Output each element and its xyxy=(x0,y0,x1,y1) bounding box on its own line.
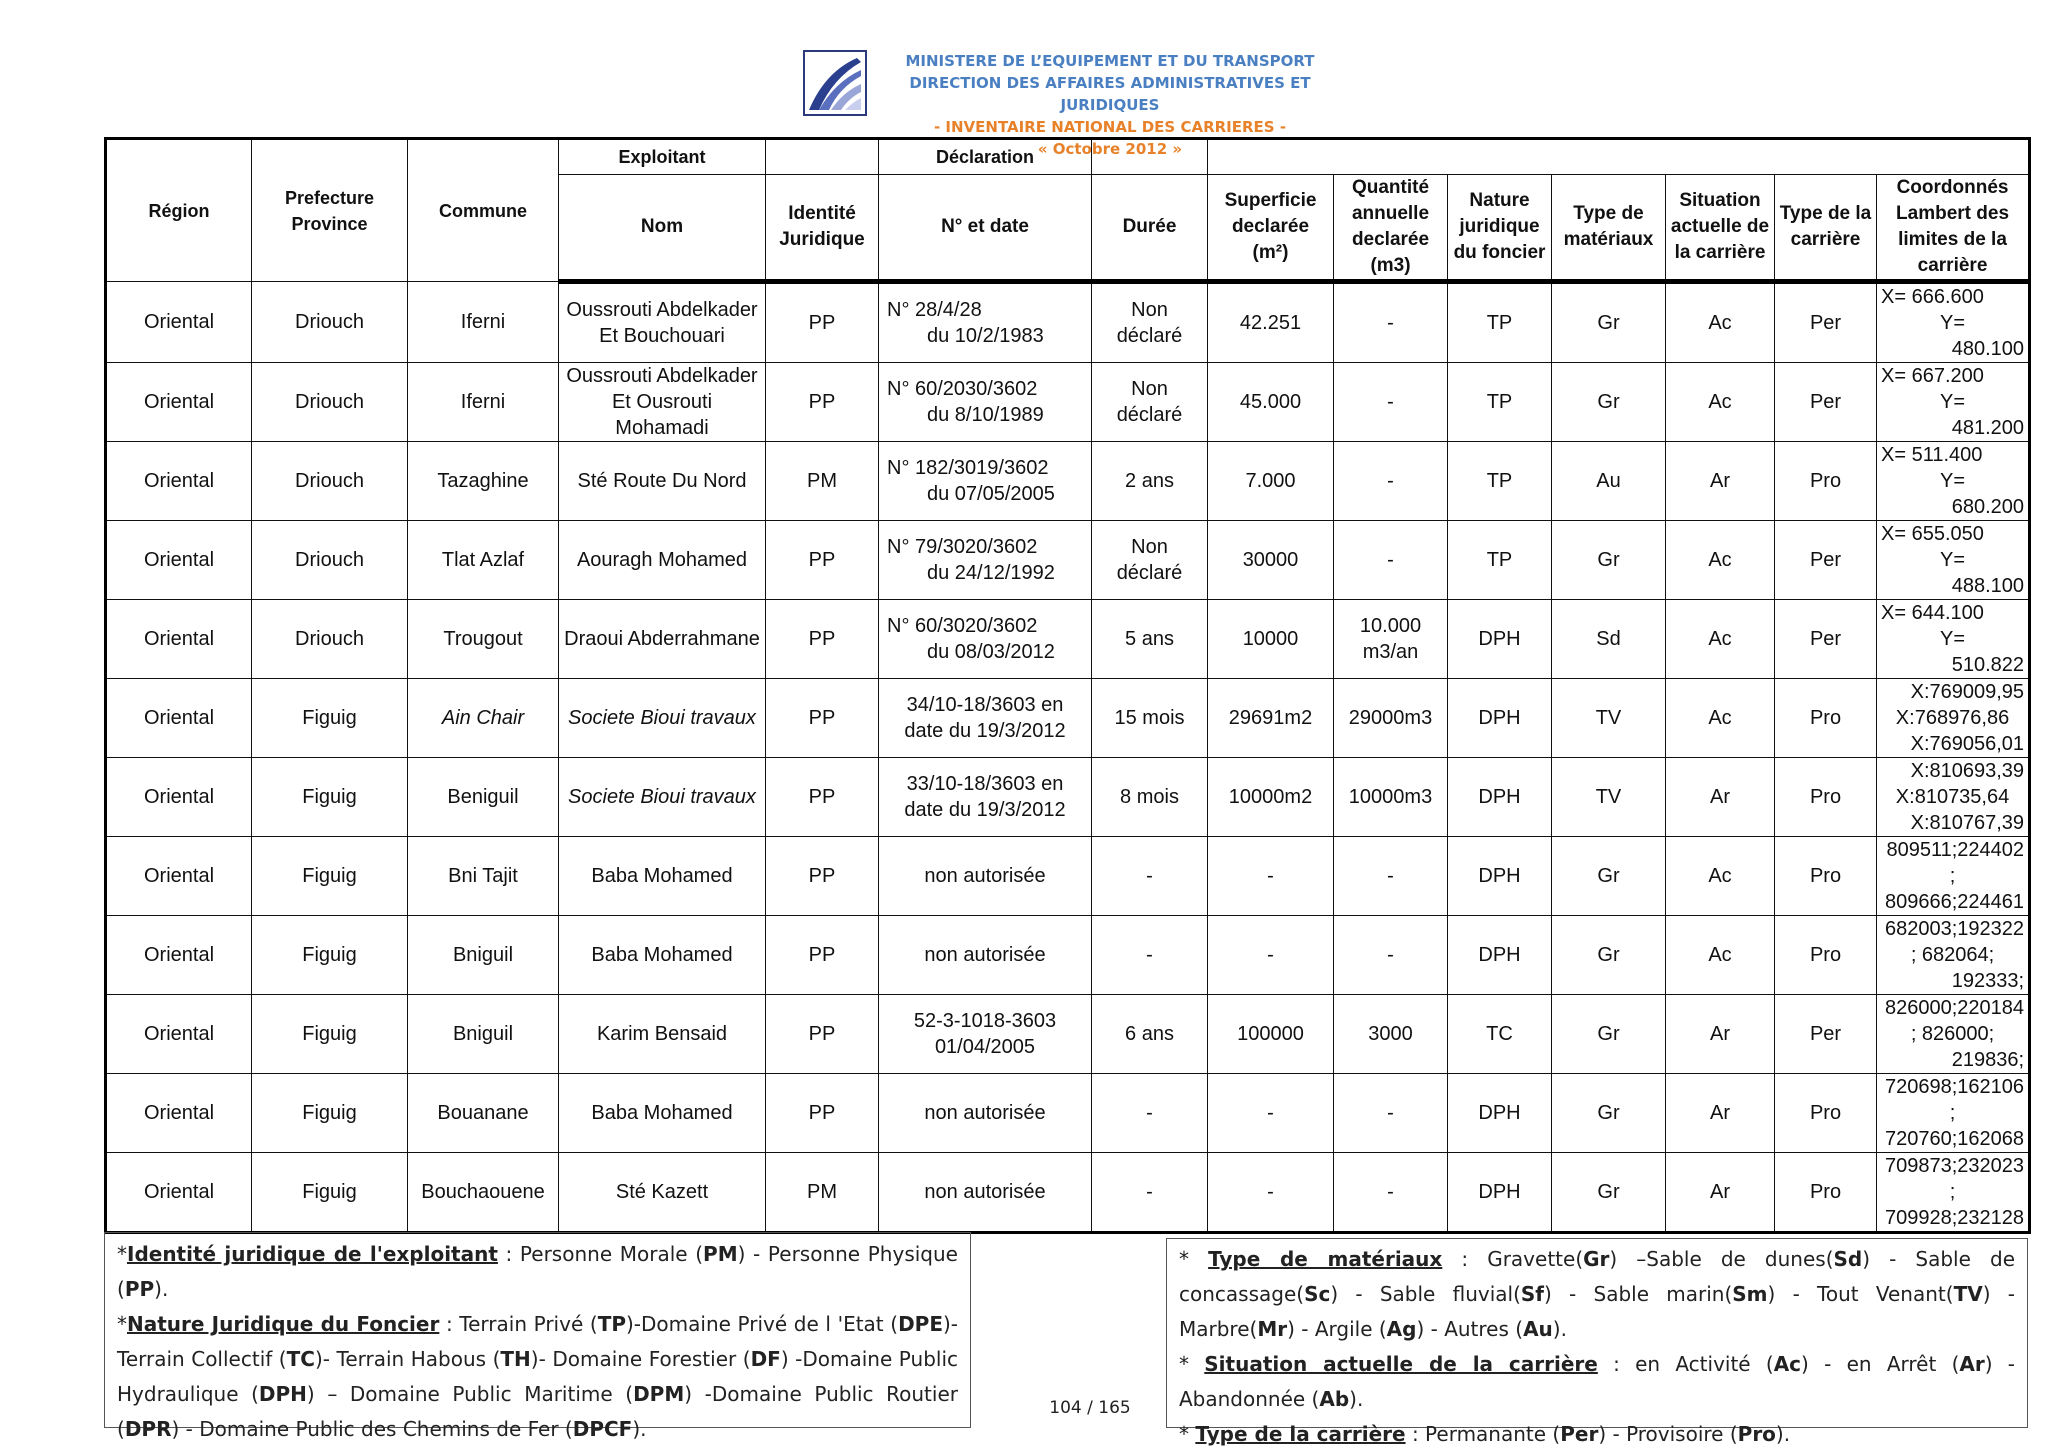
cell-quantite: - xyxy=(1334,916,1448,995)
numero-line-1: 34/10-18/3603 en xyxy=(906,694,1064,716)
numero-line-1: non autorisée xyxy=(924,865,1046,887)
cell-type: Per xyxy=(1775,282,1877,363)
cell-region: Oriental xyxy=(106,442,252,521)
cell-duree: - xyxy=(1092,837,1208,916)
cell-duree: - xyxy=(1092,916,1208,995)
cell-superficie: 10000m2 xyxy=(1208,758,1334,837)
numero-line-2: 01/04/2005 xyxy=(934,1036,1036,1058)
cell-type: Pro xyxy=(1775,1074,1877,1153)
group-declaration: Déclaration xyxy=(879,139,1092,175)
table-row xyxy=(106,916,2030,995)
cell-commune: Bouchaouene xyxy=(408,1153,559,1233)
cell-numero xyxy=(879,521,1092,600)
direction-name: DIRECTION DES AFFAIRES ADMINISTRATIVES ET JURIDIQUES xyxy=(909,74,1311,114)
coord-line-3: 510.822 xyxy=(1951,654,2025,676)
cell-materiaux: Gr xyxy=(1552,363,1666,442)
cell-superficie: 42.251 xyxy=(1208,282,1334,363)
cell-prefecture: Driouch xyxy=(252,282,408,363)
coord-line-2: Y= xyxy=(1940,312,1966,334)
table-row xyxy=(106,600,2030,679)
cell-commune: Tazaghine xyxy=(408,442,559,521)
coord-line-1: 720698;162106 xyxy=(1885,1076,2025,1098)
cell-nom: Draoui Abderrahmane xyxy=(559,600,766,679)
cell-prefecture: Driouch xyxy=(252,442,408,521)
cell-nom: Sté Kazett xyxy=(559,1153,766,1233)
col-region: Région xyxy=(106,139,252,282)
cell-identite: PP xyxy=(766,995,879,1074)
cell-identite: PP xyxy=(766,837,879,916)
cell-numero xyxy=(879,916,1092,995)
coord-line-2: ; xyxy=(1949,1102,1956,1124)
cell-quantite: - xyxy=(1334,521,1448,600)
cell-commune: Ain Chair xyxy=(408,679,559,758)
inventory-title: - INVENTAIRE NATIONAL DES CARRIERES - xyxy=(933,118,1287,136)
table-row xyxy=(106,1153,2030,1233)
cell-prefecture: Figuig xyxy=(252,1074,408,1153)
coord-line-3: 720760;162068 xyxy=(1885,1128,2025,1150)
coord-line-2: ; xyxy=(1949,865,1956,887)
cell-identite: PM xyxy=(766,442,879,521)
numero-line-2: date du 19/3/2012 xyxy=(904,720,1066,742)
coord-line-3: 480.100 xyxy=(1951,338,2025,360)
col-superficie: Superficie declarée (m²) xyxy=(1208,175,1334,282)
cell-coordonnees xyxy=(1877,1074,2030,1153)
cell-numero xyxy=(879,363,1092,442)
page-number: 104 / 165 xyxy=(1049,1398,1131,1418)
coord-line-2: Y= xyxy=(1940,470,1966,492)
cell-prefecture: Driouch xyxy=(252,600,408,679)
coord-line-1: X= 644.100 xyxy=(1881,602,1984,624)
cell-type: Per xyxy=(1775,521,1877,600)
coord-line-2: ; 826000; xyxy=(1910,1023,1995,1045)
numero-line-2: date du 19/3/2012 xyxy=(904,799,1066,821)
legend-situation: * Situation actuelle de la carrière : en Activité (Ac) - en Arrêt (Ar) - Abandonnée (Ab). xyxy=(1179,1352,2016,1411)
cell-coordonnees xyxy=(1877,679,2030,758)
cell-situation: Ac xyxy=(1666,363,1775,442)
coord-line-3: X:810767,39 xyxy=(1910,812,2025,834)
cell-superficie: - xyxy=(1208,916,1334,995)
numero-line-2: du 24/12/1992 xyxy=(927,562,1055,584)
cell-numero xyxy=(879,442,1092,521)
coord-line-3: 680.200 xyxy=(1951,496,2025,518)
col-identite: Identité Juridique xyxy=(766,175,879,282)
cell-region: Oriental xyxy=(106,758,252,837)
cell-coordonnees xyxy=(1877,282,2030,363)
coord-line-2: ; xyxy=(1949,1181,1956,1203)
cell-quantite: - xyxy=(1334,837,1448,916)
group-empty-1 xyxy=(766,139,879,175)
cell-nature: DPH xyxy=(1448,758,1552,837)
cell-quantite: - xyxy=(1334,1074,1448,1153)
cell-nom: Karim Bensaid xyxy=(559,995,766,1074)
cell-situation: Ar xyxy=(1666,995,1775,1074)
col-nature: Nature juridique du foncier xyxy=(1448,175,1552,282)
table-row xyxy=(106,995,2030,1074)
cell-prefecture: Figuig xyxy=(252,916,408,995)
cell-type: Per xyxy=(1775,363,1877,442)
cell-nature: DPH xyxy=(1448,600,1552,679)
cell-materiaux: Gr xyxy=(1552,916,1666,995)
cell-numero xyxy=(879,1074,1092,1153)
cell-identite: PP xyxy=(766,758,879,837)
cell-identite: PP xyxy=(766,521,879,600)
ministry-logo xyxy=(803,50,867,116)
coord-line-3: X:769056,01 xyxy=(1910,733,2025,755)
cell-coordonnees xyxy=(1877,758,2030,837)
cell-region: Oriental xyxy=(106,1153,252,1233)
col-commune: Commune xyxy=(408,139,559,282)
cell-coordonnees xyxy=(1877,363,2030,442)
col-type-materiaux: Type de matériaux xyxy=(1552,175,1666,282)
coord-line-3: 219836; xyxy=(1951,1049,2025,1071)
table-row xyxy=(106,521,2030,600)
cell-materiaux: Gr xyxy=(1552,1074,1666,1153)
coord-line-3: 709928;232128 xyxy=(1885,1207,2025,1229)
numero-line-1: 33/10-18/3603 en xyxy=(906,773,1064,795)
cell-commune: Bniguil xyxy=(408,995,559,1074)
legend-left xyxy=(104,1232,971,1441)
legend-nature: *Nature Juridique du Foncier : Terrain Privé (TP)-Domaine Privé de l 'Etat (DPE)- Terrain Collectif (TC)- Terrain Habous (TH)- Domaine Forestier (DF) -Domaine Public Hydraulique (DPH) – Domaine Public Maritime (DPM) -Domaine Public Routier (DPR) - Domaine Public des Chemins de Fer (DPCF). xyxy=(117,1312,959,1441)
header-group-row xyxy=(106,139,2030,175)
cell-quantite: - xyxy=(1334,363,1448,442)
cell-materiaux: Sd xyxy=(1552,600,1666,679)
cell-situation: Ac xyxy=(1666,916,1775,995)
coord-line-1: X= 667.200 xyxy=(1881,365,1984,387)
cell-region: Oriental xyxy=(106,600,252,679)
cell-superficie: 7.000 xyxy=(1208,442,1334,521)
cell-prefecture: Figuig xyxy=(252,758,408,837)
numero-line-2: du 10/2/1983 xyxy=(927,325,1044,347)
cell-coordonnees xyxy=(1877,1153,2030,1233)
cell-region: Oriental xyxy=(106,995,252,1074)
cell-prefecture: Figuig xyxy=(252,837,408,916)
table-row xyxy=(106,1074,2030,1153)
coord-line-1: X= 511.400 xyxy=(1881,444,1983,466)
table-row xyxy=(106,363,2030,442)
cell-nature: DPH xyxy=(1448,1074,1552,1153)
cell-duree: Non déclaré xyxy=(1092,282,1208,363)
cell-region: Oriental xyxy=(106,363,252,442)
table-row xyxy=(106,442,2030,521)
cell-quantite: 29000m3 xyxy=(1334,679,1448,758)
cell-nature: TC xyxy=(1448,995,1552,1074)
group-empty-3 xyxy=(1208,139,2030,175)
coord-line-2: X:810735,64 xyxy=(1895,786,2010,808)
coord-line-1: X:769009,95 xyxy=(1910,681,2025,703)
cell-region: Oriental xyxy=(106,916,252,995)
cell-coordonnees xyxy=(1877,600,2030,679)
cell-materiaux: Au xyxy=(1552,442,1666,521)
cell-commune: Trougout xyxy=(408,600,559,679)
quarries-table xyxy=(104,137,2031,1234)
cell-identite: PP xyxy=(766,1074,879,1153)
cell-coordonnees xyxy=(1877,837,2030,916)
cell-situation: Ar xyxy=(1666,1074,1775,1153)
cell-numero xyxy=(879,1153,1092,1233)
cell-commune: Bni Tajit xyxy=(408,837,559,916)
cell-commune: Iferni xyxy=(408,363,559,442)
coord-line-1: X= 666.600 xyxy=(1881,286,1984,308)
cell-nom: Baba Mohamed xyxy=(559,837,766,916)
cell-materiaux: Gr xyxy=(1552,282,1666,363)
cell-superficie: - xyxy=(1208,1153,1334,1233)
cell-nature: DPH xyxy=(1448,837,1552,916)
cell-superficie: - xyxy=(1208,1074,1334,1153)
cell-superficie: 29691m2 xyxy=(1208,679,1334,758)
cell-numero xyxy=(879,837,1092,916)
table-row xyxy=(106,282,2030,363)
numero-line-2: du 07/05/2005 xyxy=(927,483,1055,505)
cell-region: Oriental xyxy=(106,679,252,758)
coord-line-2: ; 682064; xyxy=(1910,944,1995,966)
cell-nature: TP xyxy=(1448,442,1552,521)
table-row xyxy=(106,837,2030,916)
cell-region: Oriental xyxy=(106,282,252,363)
cell-prefecture: Figuig xyxy=(252,1153,408,1233)
numero-line-1: N° 60/2030/3602 xyxy=(887,378,1038,400)
cell-materiaux: Gr xyxy=(1552,837,1666,916)
col-situation: Situation actuelle de la carrière xyxy=(1666,175,1775,282)
cell-quantite: - xyxy=(1334,1153,1448,1233)
cell-quantite: 3000 xyxy=(1334,995,1448,1074)
cell-nom: Societe Bioui travaux xyxy=(559,758,766,837)
numero-line-1: non autorisée xyxy=(924,944,1046,966)
col-quantite: Quantité annuelle declarée (m3) xyxy=(1334,175,1448,282)
ministry-name: MINISTERE DE L’EQUIPEMENT ET DU TRANSPORT xyxy=(905,52,1315,70)
cell-identite: PP xyxy=(766,282,879,363)
cell-nom: Baba Mohamed xyxy=(559,916,766,995)
legend-materiaux: * Type de matériaux : Gravette(Gr) –Sable de dunes(Sd) - Sable de concassage(Sc) - Sable fluvial(Sf) - Sable marin(Sm) - Tout Venant(TV) - Marbre(Mr) - Argile (Ag) - Autres (Au). xyxy=(1179,1247,2015,1341)
inventory-date: « Octobre 2012 » xyxy=(1037,140,1183,158)
coord-line-2: Y= xyxy=(1940,549,1966,571)
coord-line-2: Y= xyxy=(1940,391,1966,413)
cell-nature: DPH xyxy=(1448,916,1552,995)
cell-duree: 5 ans xyxy=(1092,600,1208,679)
numero-line-1: N° 79/3020/3602 xyxy=(887,536,1038,558)
cell-duree: - xyxy=(1092,1074,1208,1153)
cell-type: Per xyxy=(1775,600,1877,679)
cell-materiaux: TV xyxy=(1552,758,1666,837)
cell-situation: Ar xyxy=(1666,442,1775,521)
col-prefecture: Prefecture Province xyxy=(252,139,408,282)
cell-region: Oriental xyxy=(106,1074,252,1153)
cell-situation: Ac xyxy=(1666,521,1775,600)
cell-nature: TP xyxy=(1448,521,1552,600)
cell-coordonnees xyxy=(1877,521,2030,600)
cell-numero xyxy=(879,995,1092,1074)
cell-identite: PP xyxy=(766,363,879,442)
cell-type: Pro xyxy=(1775,758,1877,837)
cell-superficie: 30000 xyxy=(1208,521,1334,600)
cell-superficie: - xyxy=(1208,837,1334,916)
cell-numero xyxy=(879,600,1092,679)
cell-nom: Aouragh Mohamed xyxy=(559,521,766,600)
cell-duree: 6 ans xyxy=(1092,995,1208,1074)
cell-type: Pro xyxy=(1775,916,1877,995)
cell-quantite: - xyxy=(1334,282,1448,363)
numero-line-2: du 08/03/2012 xyxy=(927,641,1055,663)
coord-line-3: 481.200 xyxy=(1951,417,2025,439)
cell-numero xyxy=(879,282,1092,363)
cell-duree: Non déclaré xyxy=(1092,521,1208,600)
numero-line-2: du 8/10/1989 xyxy=(927,404,1044,426)
cell-situation: Ar xyxy=(1666,758,1775,837)
cell-nature: TP xyxy=(1448,363,1552,442)
cell-situation: Ac xyxy=(1666,679,1775,758)
group-empty-2 xyxy=(1092,139,1208,175)
coord-line-3: 809666;224461 xyxy=(1885,891,2025,913)
cell-nature: TP xyxy=(1448,282,1552,363)
cell-identite: PM xyxy=(766,1153,879,1233)
cell-numero xyxy=(879,758,1092,837)
numero-line-1: N° 28/4/28 xyxy=(887,299,982,321)
cell-prefecture: Figuig xyxy=(252,995,408,1074)
cell-nom: Baba Mohamed xyxy=(559,1074,766,1153)
cell-type: Pro xyxy=(1775,679,1877,758)
coord-line-1: 826000;220184 xyxy=(1885,997,2025,1019)
cell-identite: PP xyxy=(766,679,879,758)
group-exploitant: Exploitant xyxy=(559,139,766,175)
cell-superficie: 10000 xyxy=(1208,600,1334,679)
cell-nature: DPH xyxy=(1448,1153,1552,1233)
cell-nom: Societe Bioui travaux xyxy=(559,679,766,758)
cell-nom: Oussrouti Abdelkader Et Bouchouari xyxy=(559,282,766,363)
cell-identite: PP xyxy=(766,600,879,679)
table-row xyxy=(106,758,2030,837)
cell-quantite: 10.000 m3/an xyxy=(1334,600,1448,679)
cell-type: Pro xyxy=(1775,442,1877,521)
ministry-logo-icon xyxy=(805,52,865,114)
coord-line-2: X:768976,86 xyxy=(1895,707,2010,729)
coord-line-1: 809511;224402 xyxy=(1886,839,2025,861)
col-coordonnees: Coordonnés Lambert des limites de la carrière xyxy=(1877,175,2030,282)
legend-identite: *Identité juridique de l'exploitant : Personne Morale (PM) - Personne Physique (PP). xyxy=(117,1242,958,1301)
coord-line-1: X= 655.050 xyxy=(1881,523,1984,545)
cell-materiaux: Gr xyxy=(1552,521,1666,600)
cell-superficie: 100000 xyxy=(1208,995,1334,1074)
numero-line-1: 52-3-1018-3603 xyxy=(913,1010,1057,1032)
cell-commune: Bniguil xyxy=(408,916,559,995)
cell-situation: Ac xyxy=(1666,282,1775,363)
col-type-carriere: Type de la carrière xyxy=(1775,175,1877,282)
numero-line-1: N° 60/3020/3602 xyxy=(887,615,1038,637)
col-duree: Durée xyxy=(1092,175,1208,282)
col-numero: N° et date xyxy=(879,175,1092,282)
cell-type: Pro xyxy=(1775,1153,1877,1233)
coord-line-2: Y= xyxy=(1940,628,1966,650)
cell-duree: 15 mois xyxy=(1092,679,1208,758)
cell-region: Oriental xyxy=(106,521,252,600)
coord-line-1: 682003;192322 xyxy=(1885,918,2025,940)
cell-commune: Beniguil xyxy=(408,758,559,837)
coord-line-3: 488.100 xyxy=(1951,575,2025,597)
cell-duree: 8 mois xyxy=(1092,758,1208,837)
cell-situation: Ac xyxy=(1666,837,1775,916)
cell-superficie: 45.000 xyxy=(1208,363,1334,442)
legend-right xyxy=(1166,1238,2028,1446)
cell-type: Pro xyxy=(1775,837,1877,916)
cell-nom: Oussrouti Abdelkader Et Ousrouti Mohamadi xyxy=(559,363,766,442)
cell-duree: - xyxy=(1092,1153,1208,1233)
cell-numero xyxy=(879,679,1092,758)
cell-situation: Ar xyxy=(1666,1153,1775,1233)
coord-line-1: 709873;232023 xyxy=(1885,1155,2025,1177)
cell-region: Oriental xyxy=(106,837,252,916)
cell-prefecture: Figuig xyxy=(252,679,408,758)
numero-line-1: non autorisée xyxy=(924,1102,1046,1124)
legend-type-carriere: * Type de la carrière : Permanante (Per) - Provisoire (Pro). xyxy=(1179,1422,1791,1446)
cell-prefecture: Driouch xyxy=(252,363,408,442)
cell-type: Per xyxy=(1775,995,1877,1074)
numero-line-1: non autorisée xyxy=(924,1181,1046,1203)
table-row xyxy=(106,679,2030,758)
cell-nom: Sté Route Du Nord xyxy=(559,442,766,521)
cell-commune: Bouanane xyxy=(408,1074,559,1153)
cell-duree: 2 ans xyxy=(1092,442,1208,521)
cell-nature: DPH xyxy=(1448,679,1552,758)
cell-commune: Tlat Azlaf xyxy=(408,521,559,600)
col-nom: Nom xyxy=(559,175,766,282)
cell-quantite: - xyxy=(1334,442,1448,521)
cell-materiaux: TV xyxy=(1552,679,1666,758)
cell-materiaux: Gr xyxy=(1552,995,1666,1074)
cell-materiaux: Gr xyxy=(1552,1153,1666,1233)
cell-identite: PP xyxy=(766,916,879,995)
cell-situation: Ac xyxy=(1666,600,1775,679)
cell-coordonnees xyxy=(1877,995,2030,1074)
cell-coordonnees xyxy=(1877,916,2030,995)
cell-prefecture: Driouch xyxy=(252,521,408,600)
coord-line-3: 192333; xyxy=(1951,970,2025,992)
cell-quantite: 10000m3 xyxy=(1334,758,1448,837)
cell-commune: Iferni xyxy=(408,282,559,363)
coord-line-1: X:810693,39 xyxy=(1910,760,2025,782)
cell-duree: Non déclaré xyxy=(1092,363,1208,442)
numero-line-1: N° 182/3019/3602 xyxy=(887,457,1049,479)
cell-coordonnees xyxy=(1877,442,2030,521)
